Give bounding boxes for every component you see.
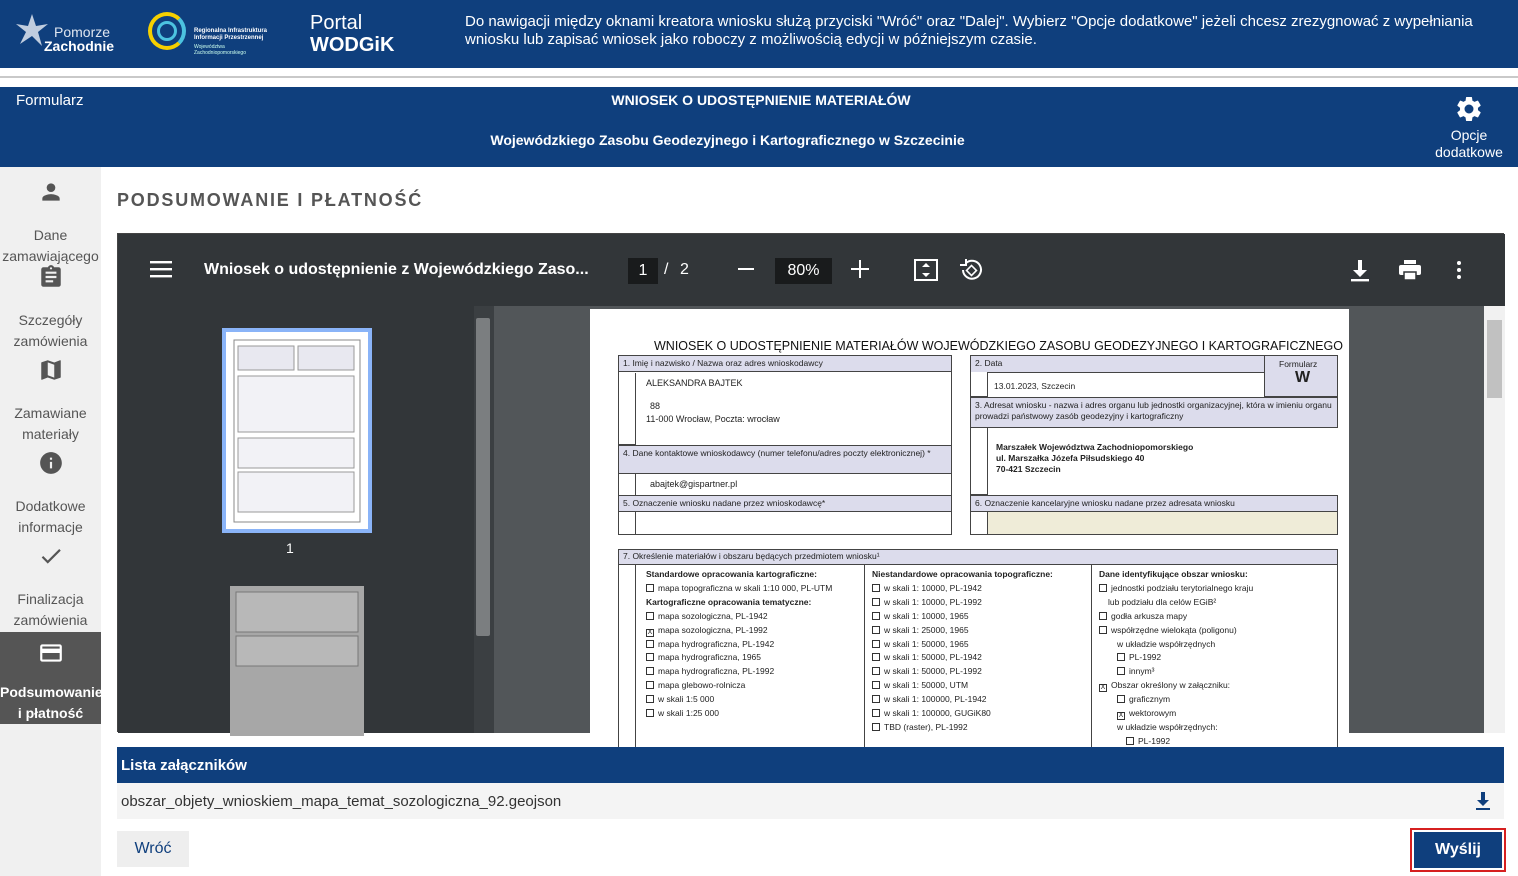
options-label-2: dodatkowe (1435, 144, 1503, 160)
pdf-option-text: mapa glebowo-rolnicza (658, 680, 746, 691)
pdf-form-code-label: Formularz (1279, 359, 1318, 369)
pdf-standard-column (646, 568, 866, 721)
pdf-checkbox-row (872, 665, 1092, 679)
riip-line-1: Regionalna Infrastruktura (194, 28, 268, 34)
page-thumbnail-2[interactable] (230, 586, 364, 736)
pdf-field-5-value (635, 512, 951, 534)
sidebar-label: zamawiającego (2, 248, 99, 264)
pdf-option-text: w skali 1: 10000, PL-1942 (884, 582, 982, 593)
riip-logo[interactable] (148, 10, 278, 56)
checkbox-icon (646, 612, 654, 620)
form-title-text: WNIOSEK O UDOSTĘPNIENIE MATERIAŁÓW (611, 92, 911, 108)
pdf-toolbar (118, 234, 1505, 306)
pdf-field-1 (618, 355, 952, 445)
map-icon (38, 357, 64, 383)
thumbnail-page-label: 1 (286, 540, 294, 556)
more-vert-icon[interactable] (1454, 260, 1464, 280)
sidebar-label: Szczegóły (18, 312, 83, 328)
checkbox-icon (1117, 653, 1125, 661)
rotate-icon[interactable] (959, 258, 983, 282)
pdf-checkbox-row (1099, 610, 1335, 624)
pdf-checkbox-row (1099, 651, 1335, 665)
print-icon[interactable] (1399, 260, 1421, 280)
pdf-checkbox-row (1099, 693, 1335, 707)
pdf-field-6-value (987, 512, 1337, 534)
pdf-field-label: 3. Adresat wniosku - nazwa i adres organu lub jednostki organizacyjnej, która w imieniu organu prowadzi państwowy zasób geodezyjny i kartograficzny (971, 398, 1337, 428)
pdf-field-2 (970, 355, 1264, 397)
wizard-sidebar (0, 167, 101, 876)
pdf-column-divider (864, 565, 865, 750)
pdf-column-heading (646, 596, 866, 610)
sidebar-label: materiały (22, 426, 79, 442)
pdf-option-text: lub podziału dla celów EGiB² (1108, 596, 1217, 607)
navigation-hint: Do nawigacji między oknami kreatora wniosku służą przyciski "Wróć" oraz "Dalej". Wybierz "Opcje dodatkowe" jeżeli chcesz zrezygnować z wypełniania wniosku lub zapisać wniosek jako roboczy z możliwością edycji w późniejszym czasie. (465, 13, 1473, 48)
pomorze-zachodnie-logo[interactable] (14, 10, 124, 56)
pdf-addressee-3: 70-421 Szczecin (996, 464, 1061, 474)
pdf-option-text: wektorowym (1129, 708, 1177, 719)
sidebar-label: zamówienia (13, 612, 88, 628)
pdf-checkbox-row (1099, 707, 1335, 721)
pdf-nonstandard-column (872, 568, 1092, 735)
pdf-area-column (1099, 568, 1335, 749)
checkbox-icon (646, 695, 654, 703)
pdf-scrollbar[interactable] (1484, 306, 1505, 733)
checkbox-icon (1117, 695, 1125, 703)
download-icon[interactable] (1350, 260, 1370, 282)
pdf-checkbox-row (1099, 624, 1335, 638)
pdf-option-text: w układzie współrzędnych: (1117, 721, 1218, 732)
scroll-thumb[interactable] (476, 318, 490, 636)
section-title: PODSUMOWANIE I PŁATNOŚĆ (117, 190, 424, 210)
pdf-checkbox-row (646, 651, 866, 665)
checkbox-icon (1117, 667, 1125, 675)
options-label-1: Opcje (1450, 127, 1488, 143)
pdf-page-area (494, 306, 1505, 746)
checkbox-icon (1099, 612, 1107, 620)
riip-text (194, 28, 267, 42)
pdf-option-text: TBD (raster), PL-1992 (884, 721, 968, 732)
page-thumbnail-1[interactable] (222, 328, 372, 533)
pdf-column-divider (1091, 565, 1092, 750)
page-number-input[interactable]: 1 (628, 258, 658, 284)
pdf-option-text: współrzędne wielokąta (poligonu) (1111, 624, 1237, 635)
portal-title-2: WODGiK (310, 34, 395, 56)
form-title (0, 92, 1518, 108)
pdf-checkbox-row (1099, 638, 1335, 652)
pdf-form-code-value: W (1295, 369, 1311, 386)
checkbox-icon (872, 598, 880, 606)
portal-title-1: Portal (310, 12, 363, 34)
zoom-level-input[interactable]: 80% (775, 258, 832, 284)
pdf-field-label: 5. Oznaczenie wniosku nadane przez wnioskodawcę* (619, 496, 951, 512)
pdf-field-2-value (987, 372, 1265, 398)
sidebar-label: Finalizacja (17, 591, 84, 607)
person-icon (38, 179, 64, 205)
thumbnail-preview-icon (226, 332, 368, 529)
sidebar-label: Dodatkowe (15, 498, 86, 514)
pdf-option-text: w skali 1: 25000, 1965 (884, 624, 969, 635)
riip-line-3: Województwa Zachodniopomorskiego (194, 44, 246, 56)
pdf-checkbox-row (872, 679, 1092, 693)
pdf-heading-text: Standardowe opracowania kartograficzne: (646, 569, 817, 579)
clipboard-icon (38, 264, 64, 290)
pdf-heading: WNIOSEK O UDOSTĘPNIENIE MATERIAŁÓW WOJEWÓDZKIEGO ZASOBU GEODEZYJNEGO I KARTOGRAFICZNEGO (654, 339, 1343, 353)
pdf-checkbox-row (646, 693, 866, 707)
pdf-viewer[interactable] (117, 233, 1504, 746)
sidebar-item-finalizacja-zamowienia[interactable] (0, 539, 101, 631)
attachments-header: Lista załączników (117, 747, 1504, 783)
pdf-checkbox-row (1099, 582, 1335, 596)
pdf-column-heading (1099, 568, 1335, 582)
pdf-field-label: 7. Określenie materiałów i obszaru będących przedmiotem wniosku¹ (619, 550, 1337, 565)
pdf-option-text: w skali 1: 10000, PL-1992 (884, 596, 982, 607)
pdf-option-text: mapa hydrograficzna, 1965 (658, 652, 762, 663)
checkbox-icon (872, 723, 880, 731)
pdf-option-text: mapa hydrograficzna, PL-1992 (658, 666, 775, 677)
pdf-checkbox-row (1099, 596, 1335, 610)
checkbox-icon (646, 709, 654, 717)
pdf-option-text: w skali 1: 50000, 1965 (884, 638, 969, 649)
checkbox-icon (872, 653, 880, 661)
form-subtitle: Wojewódzkiego Zasobu Geodezyjnego i Kartograficznego w Szczecinie (490, 132, 965, 148)
fit-to-page-icon[interactable] (914, 259, 938, 281)
checkbox-icon (646, 667, 654, 675)
checked-checkbox-icon: X (647, 628, 653, 636)
checkbox-icon (872, 695, 880, 703)
download-icon[interactable] (1475, 792, 1491, 810)
pdf-field-7-body (635, 565, 1337, 750)
zoom-in-icon[interactable] (851, 260, 869, 278)
sidebar-label: Zamawiane (14, 405, 87, 421)
pdf-option-text: PL-1992 (1129, 652, 1162, 663)
pdf-form-code (1264, 355, 1338, 397)
pdf-applicant-city: 11-000 Wrocław, Poczta: wrocław (646, 414, 780, 424)
sidebar-label: zamówienia (13, 333, 88, 349)
pdf-checkbox-row (872, 693, 1092, 707)
pdf-option-text: w układzie współrzędnych (1117, 638, 1216, 649)
pdf-field-6 (970, 495, 1338, 535)
pdf-option-text: mapa hydrograficzna, PL-1942 (658, 638, 775, 649)
checkbox-icon (872, 667, 880, 675)
sidebar-label: informacje (18, 519, 83, 535)
pdf-option-text: mapa sozologiczna, PL-1992 (658, 624, 768, 635)
pdf-heading-text: Niestandardowe opracowania topograficzne: (872, 569, 1053, 579)
form-header (0, 87, 1518, 167)
pdf-checkbox-row (872, 596, 1092, 610)
pdf-option-text: godła arkusza mapy (1111, 610, 1188, 621)
sidebar-label: Dane (33, 227, 68, 243)
pdf-field-7 (618, 549, 1338, 749)
pdf-checkbox-row (872, 638, 1092, 652)
checked-checkbox-icon: X (1118, 712, 1124, 720)
pdf-checkbox-row (646, 624, 866, 638)
pdf-applicant-number: 88 (650, 401, 661, 411)
zoom-out-icon[interactable] (738, 268, 754, 270)
page-separator: / (664, 261, 669, 278)
pdf-checkbox-row (872, 651, 1092, 665)
sidebar-label: i płatność (17, 705, 84, 721)
pdf-option-text: Obszar określony w załączniku: (1111, 680, 1231, 691)
pdf-page (590, 309, 1349, 746)
menu-icon[interactable] (150, 260, 172, 278)
pdf-option-text: w skali 1: 100000, PL-1942 (884, 694, 987, 705)
pdf-option-text: w skali 1: 10000, 1965 (884, 610, 969, 621)
pdf-field-label: 2. Data (971, 356, 1265, 372)
checked-checkbox-icon: X (1100, 684, 1106, 692)
checkbox-icon (872, 584, 880, 592)
pdf-checkbox-row (646, 707, 866, 721)
pdf-option-text: PL-1992 (1138, 735, 1171, 746)
pdf-field-label: 6. Oznaczenie kancelaryjne wniosku nadane przez adresata wniosku (971, 496, 1337, 512)
checkbox-icon (1126, 737, 1134, 745)
pdf-checkbox-row (872, 610, 1092, 624)
pdf-column-heading (646, 568, 866, 582)
riip-line-2: Informacji Przestrzennej (194, 35, 264, 41)
pdf-checkbox-row (872, 624, 1092, 638)
thumbnail-panel (118, 306, 494, 733)
pdf-option-text: jednostki podziału terytorialnego kraju (1111, 582, 1254, 593)
check-icon (38, 543, 64, 569)
pdf-field-1-value (635, 373, 951, 445)
sidebar-item-podsumowanie-i-platnosc[interactable] (0, 632, 101, 724)
pdf-addressee-1: Marszałek Województwa Zachodniopomorskiego (996, 442, 1194, 452)
pdf-date: 13.01.2023, Szczecin (994, 381, 1076, 391)
additional-options-button[interactable] (1430, 94, 1508, 164)
sidebar-label: Podsumowanie (0, 684, 103, 700)
pdf-checkbox-row (1099, 665, 1335, 679)
checkbox-icon (872, 709, 880, 717)
pdf-checkbox-row (1099, 721, 1335, 735)
pdf-document-title: Wniosek o udostępnienie z Wojewódzkiego Zaso... (204, 261, 589, 278)
pdf-field-4 (618, 445, 952, 497)
sidebar-item-zamawiane-materialy[interactable] (0, 353, 101, 445)
pdf-checkbox-row (646, 638, 866, 652)
header-divider (0, 76, 1518, 78)
pdf-option-text: w skali 1:25 000 (658, 708, 719, 719)
sidebar-item-dodatkowe-informacje[interactable] (0, 446, 101, 538)
pdf-option-text: w skali 1: 50000, PL-1942 (884, 652, 982, 663)
pdf-checkbox-row (872, 582, 1092, 596)
pdf-heading-text: Dane identyfikujące obszar wniosku: (1099, 569, 1248, 579)
checkbox-icon (872, 612, 880, 620)
pdf-addressee-2: ul. Marszałka Józefa Piłsudskiego 40 (996, 453, 1145, 463)
checkbox-icon (646, 584, 654, 592)
pdf-option-text: mapa topograficzna w skali 1:10 000, PL-UTM (658, 582, 833, 593)
pdf-checkbox-row (872, 707, 1092, 721)
checkbox-icon (1099, 584, 1107, 592)
attachment-filename[interactable]: obszar_objety_wnioskiem_mapa_temat_sozologiczna_92.geojson (121, 793, 562, 810)
attachment-row (117, 783, 1504, 819)
credit-card-icon (38, 640, 64, 666)
pdf-heading-text: Kartograficzne opracowania tematyczne: (646, 596, 812, 607)
thumbnail-preview-icon (230, 586, 364, 736)
checkbox-icon (646, 640, 654, 648)
riip-inner-circle (157, 21, 177, 41)
pdf-option-text: w skali 1: 50000, PL-1992 (884, 666, 982, 677)
logo-text-2: Zachodnie (44, 38, 115, 54)
page-total: 2 (680, 261, 689, 278)
pdf-option-text: mapa sozologiczna, PL-1942 (658, 610, 768, 621)
pdf-field-label: 1. Imię i nazwisko / Nazwa oraz adres wnioskodawcy (619, 356, 951, 372)
pdf-checkbox-row (1099, 679, 1335, 693)
pdf-option-text: graficznym (1129, 694, 1171, 705)
pdf-contact: abajtek@gispartner.pl (650, 479, 738, 489)
pdf-option-text: innym³ (1129, 666, 1155, 677)
pdf-field-3-value (987, 428, 1339, 496)
pdf-column-heading (872, 568, 1092, 582)
pdf-field-label: 4. Dane kontaktowe wnioskodawcy (numer telefonu/adres poczty elektronicznej) * (619, 446, 951, 474)
pdf-field-3 (970, 397, 1338, 495)
pdf-option-text: w skali 1: 100000, GUGiK80 (884, 708, 991, 719)
scroll-thumb[interactable] (1487, 320, 1502, 398)
pdf-checkbox-row (872, 721, 1092, 735)
form-label: Formularz (16, 92, 84, 109)
logo-text-1: Pomorze (54, 24, 111, 40)
checkbox-icon (646, 653, 654, 661)
back-button[interactable]: Wróć (117, 831, 189, 867)
checkbox-icon (872, 640, 880, 648)
sidebar-item-dane-zamawiajacego[interactable] (0, 167, 101, 264)
portal-title (310, 12, 394, 56)
checkbox-icon (872, 626, 880, 634)
checkbox-icon (1099, 626, 1107, 634)
checkbox-icon (646, 681, 654, 689)
pdf-option-text: w skali 1: 50000, UTM (884, 680, 969, 691)
sidebar-item-szczegoly-zamowienia[interactable] (0, 260, 101, 352)
pdf-field-5 (618, 495, 952, 535)
pdf-checkbox-row (646, 582, 866, 596)
pdf-applicant-name: ALEKSANDRA BAJTEK (646, 378, 743, 388)
checkbox-icon (872, 681, 880, 689)
top-header (0, 0, 1518, 68)
pdf-field-4-value (635, 474, 951, 496)
info-icon (38, 450, 64, 476)
pdf-option-text: w skali 1:5 000 (658, 694, 715, 705)
send-button[interactable]: Wyślij (1414, 832, 1502, 868)
pdf-checkbox-row (646, 665, 866, 679)
thumbnail-scrollbar[interactable] (474, 306, 494, 733)
pdf-checkbox-row (646, 610, 866, 624)
gear-icon (1454, 94, 1484, 124)
pdf-checkbox-row (646, 679, 866, 693)
